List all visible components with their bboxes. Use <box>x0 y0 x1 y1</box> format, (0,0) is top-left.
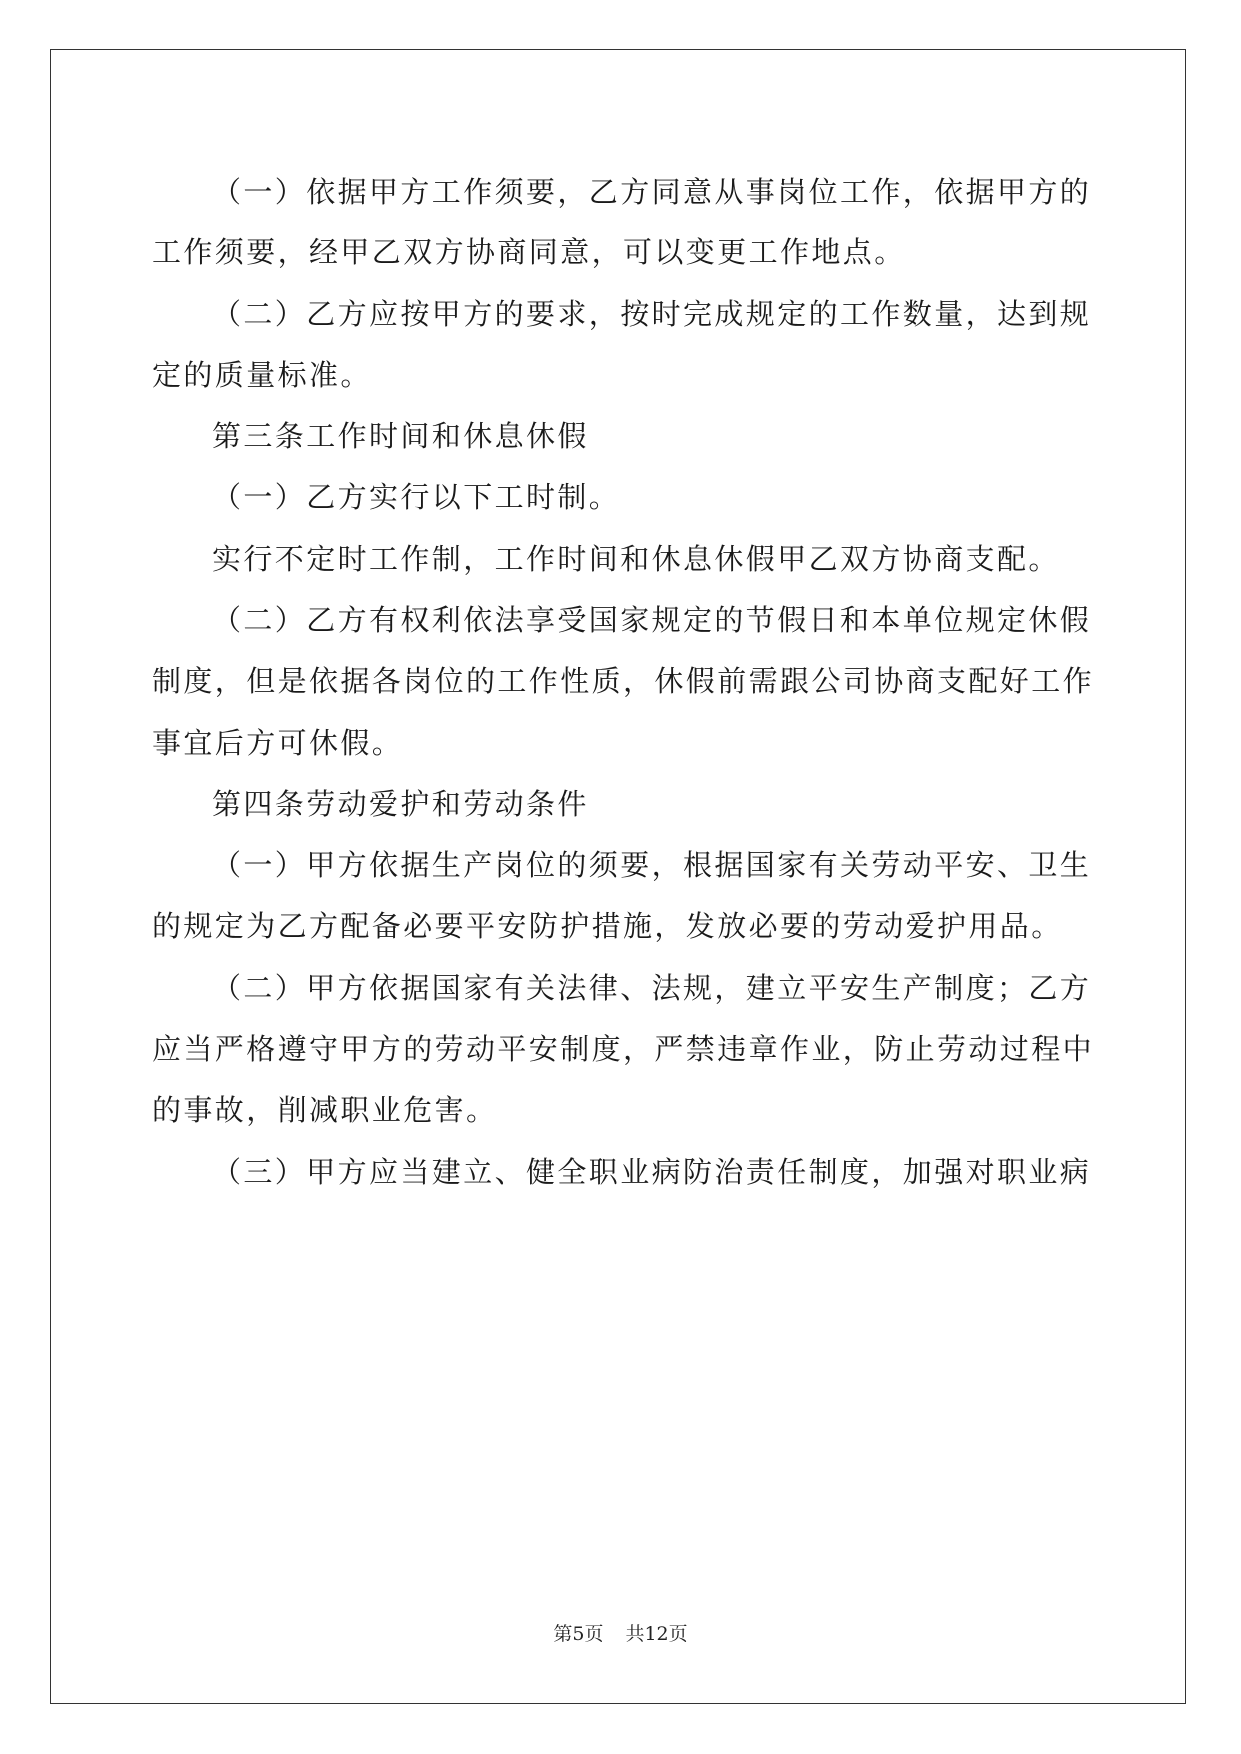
page-number-total: 共12页 <box>625 1623 688 1645</box>
paragraph-line: 制度，但是依据各岗位的工作性质，休假前需跟公司协商支配好工作 <box>152 664 1095 698</box>
paragraph-line: 工作须要，经甲乙双方协商同意，可以变更工作地点。 <box>152 235 906 269</box>
section-heading: 第三条工作时间和休息休假 <box>212 419 589 453</box>
section-heading: 第四条劳动爱护和劳动条件 <box>212 787 589 821</box>
paragraph-line: （二）乙方应按甲方的要求，按时完成规定的工作数量，达到规 <box>212 297 1092 331</box>
paragraph-line: （二）乙方有权利依法享受国家规定的节假日和本单位规定休假 <box>212 603 1092 637</box>
page-number-current: 第5页 <box>553 1623 604 1645</box>
paragraph-line: 事宜后方可休假。 <box>152 726 404 760</box>
paragraph-line: 的规定为乙方配备必要平安防护措施，发放必要的劳动爱护用品。 <box>152 909 1063 943</box>
paragraph-line: （三）甲方应当建立、健全职业病防治责任制度，加强对职业病 <box>212 1155 1092 1189</box>
paragraph-line: （一）甲方依据生产岗位的须要，根据国家有关劳动平安、卫生 <box>212 848 1092 882</box>
paragraph-line: （一）乙方实行以下工时制。 <box>212 480 621 514</box>
paragraph-line: （一）依据甲方工作须要，乙方同意从事岗位工作，依据甲方的 <box>212 175 1092 209</box>
paragraph-line: 实行不定时工作制，工作时间和休息休假甲乙双方协商支配。 <box>212 542 1060 576</box>
paragraph-line: 定的质量标准。 <box>152 358 372 392</box>
paragraph-line: （二）甲方依据国家有关法律、法规，建立平安生产制度；乙方 <box>212 971 1092 1005</box>
page-footer <box>0 1622 1241 1646</box>
paragraph-line: 的事故，削减职业危害。 <box>152 1093 498 1127</box>
paragraph-line: 应当严格遵守甲方的劳动平安制度，严禁违章作业，防止劳动过程中 <box>152 1032 1095 1066</box>
